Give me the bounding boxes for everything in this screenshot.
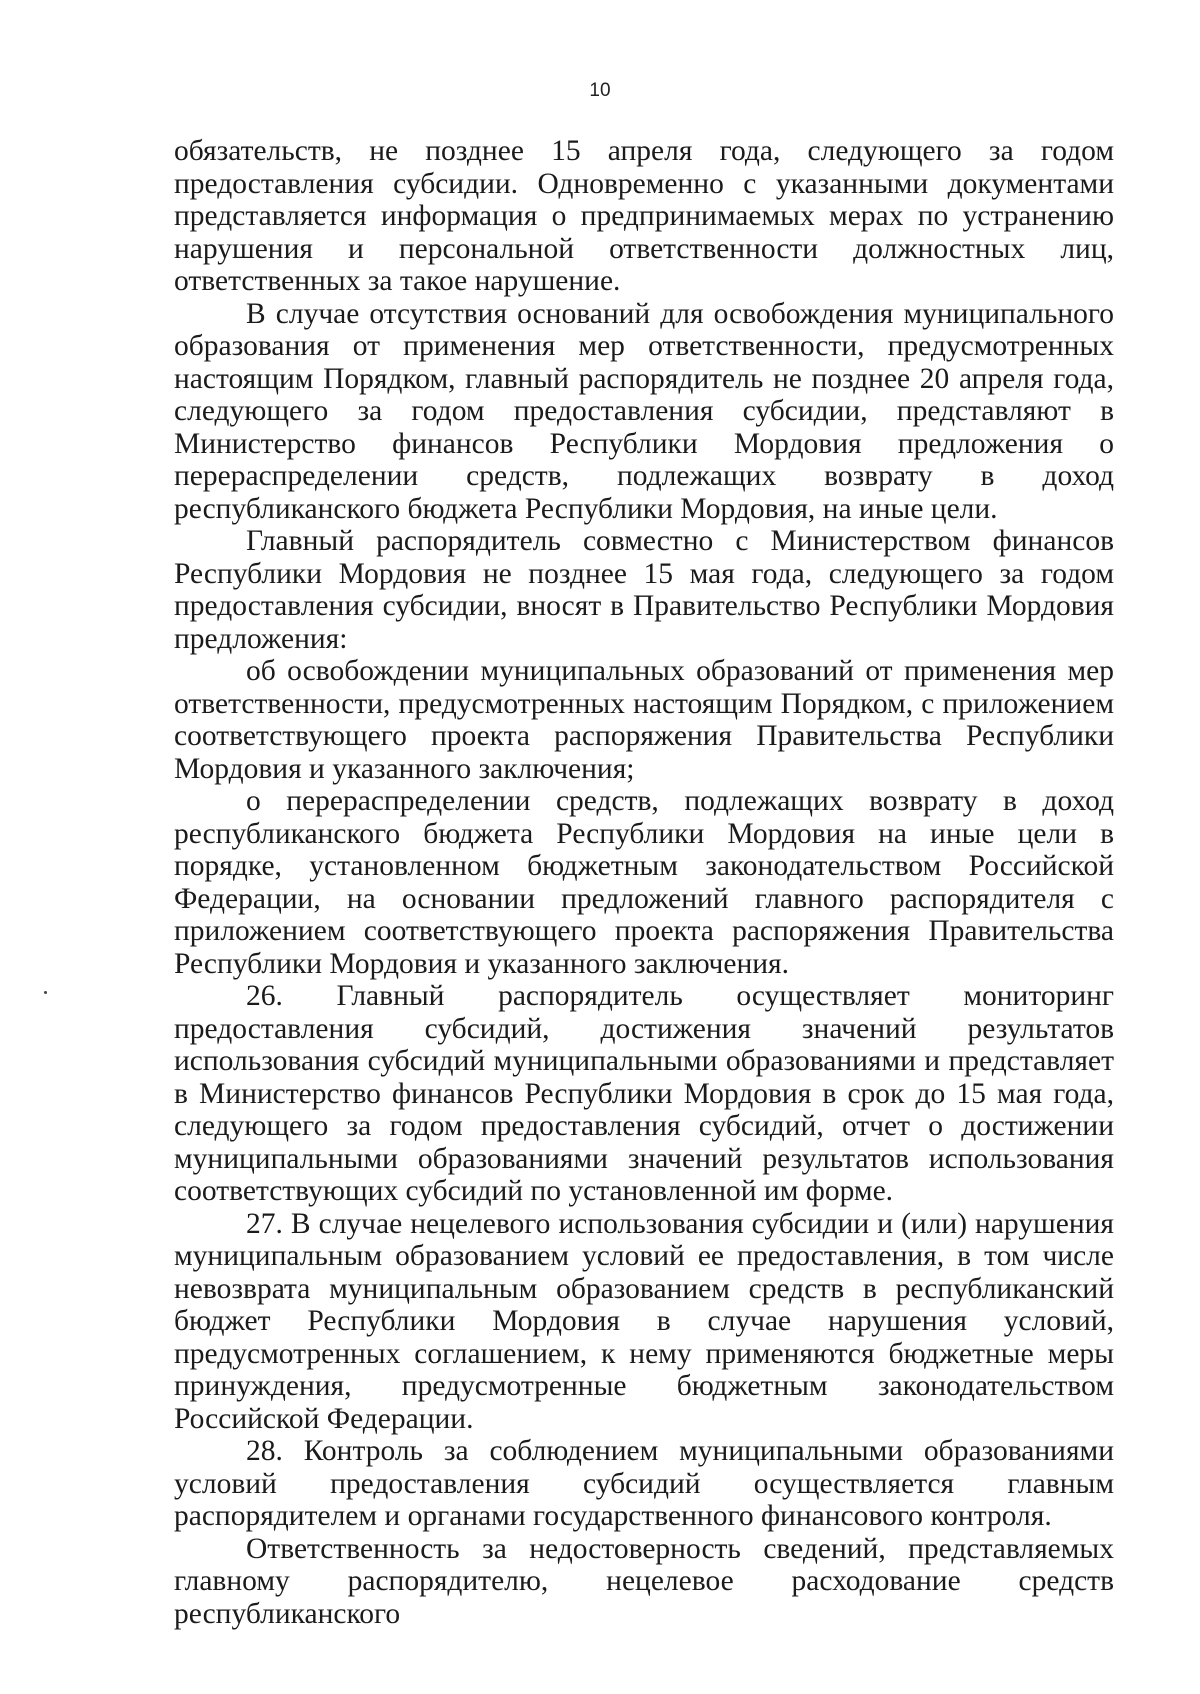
paragraph-redistribution-proposal: В случае отсутствия оснований для освобождения муниципального образования от применения мер ответственности, предусмотренных настоящим Порядком, главный распорядитель не позднее 20 апреля года, следующего за годом предоставления субсидии, представляют в Министерство финансов Республики Мордовия предложения о перераспределении средств, подлежащих возврату в доход республиканского бюджета Республики Мордовия, на иные цели. — [174, 297, 1114, 525]
document-body — [174, 135, 1114, 1630]
paragraph-joint-proposals: Главный распорядитель совместно с Министерством финансов Республики Мордовия не позднее 15 мая года, следующего за годом предоставления субсидии, вносят в Правительство Республики Мордовия предложения: — [174, 525, 1114, 655]
paragraph-responsibility: Ответственность за недостоверность сведений, представляемых главному распорядителю, нецелевое расходование средств республиканского — [174, 1532, 1114, 1630]
page-number: 10 — [589, 80, 611, 101]
paragraph-continuation: обязательств, не позднее 15 апреля года, следующего за годом предоставления субсидии. Одновременно с указанными документами представляется информация о предпринимаемых мерах по устранению нарушения и персональной ответственности должностных лиц, ответственных за такое нарушение. — [174, 135, 1114, 297]
paragraph-clause-26: 26. Главный распорядитель осуществляет мониторинг предоставления субсидий, достижения значений результатов использования субсидий муниципальными образованиями и представляет в Министерство финансов Республики Мордовия в срок до 15 мая года, следующего за годом предоставления субсидий, отчет о достижении муниципальными образованиями значений результатов использования соответствующих субсидий по установленной им форме. — [174, 980, 1114, 1207]
paragraph-clause-27: 27. В случае нецелевого использования субсидии и (или) нарушения муниципальным образованием условий ее предоставления, в том числе невозврата муниципальным образованием средств в республиканский бюджет Республики Мордовия в случае нарушения условий, предусмотренных соглашением, к нему применяются бюджетные меры принуждения, предусмотренные бюджетным законодательством Российской Федерации. — [174, 1207, 1114, 1435]
scan-speck — [44, 991, 47, 994]
paragraph-exemption-item: об освобождении муниципальных образований от применения мер ответственности, предусмотренных настоящим Порядком, с приложением соответствующего проекта распоряжения Правительства Республики Мордовия и указанного заключения; — [174, 655, 1114, 785]
paragraph-clause-28: 28. Контроль за соблюдением муниципальными образованиями условий предоставления субсидий осуществляется главным распорядителем и органами государственного финансового контроля. — [174, 1435, 1114, 1532]
paragraph-redistribution-item: о перераспределении средств, подлежащих возврату в доход республиканского бюджета Республики Мордовия на иные цели в порядке, установленном бюджетным законодательством Российской Федерации, на основании предложений главного распорядителя с приложением соответствующего проекта распоряжения Правительства Республики Мордовия и указанного заключения. — [174, 785, 1114, 980]
